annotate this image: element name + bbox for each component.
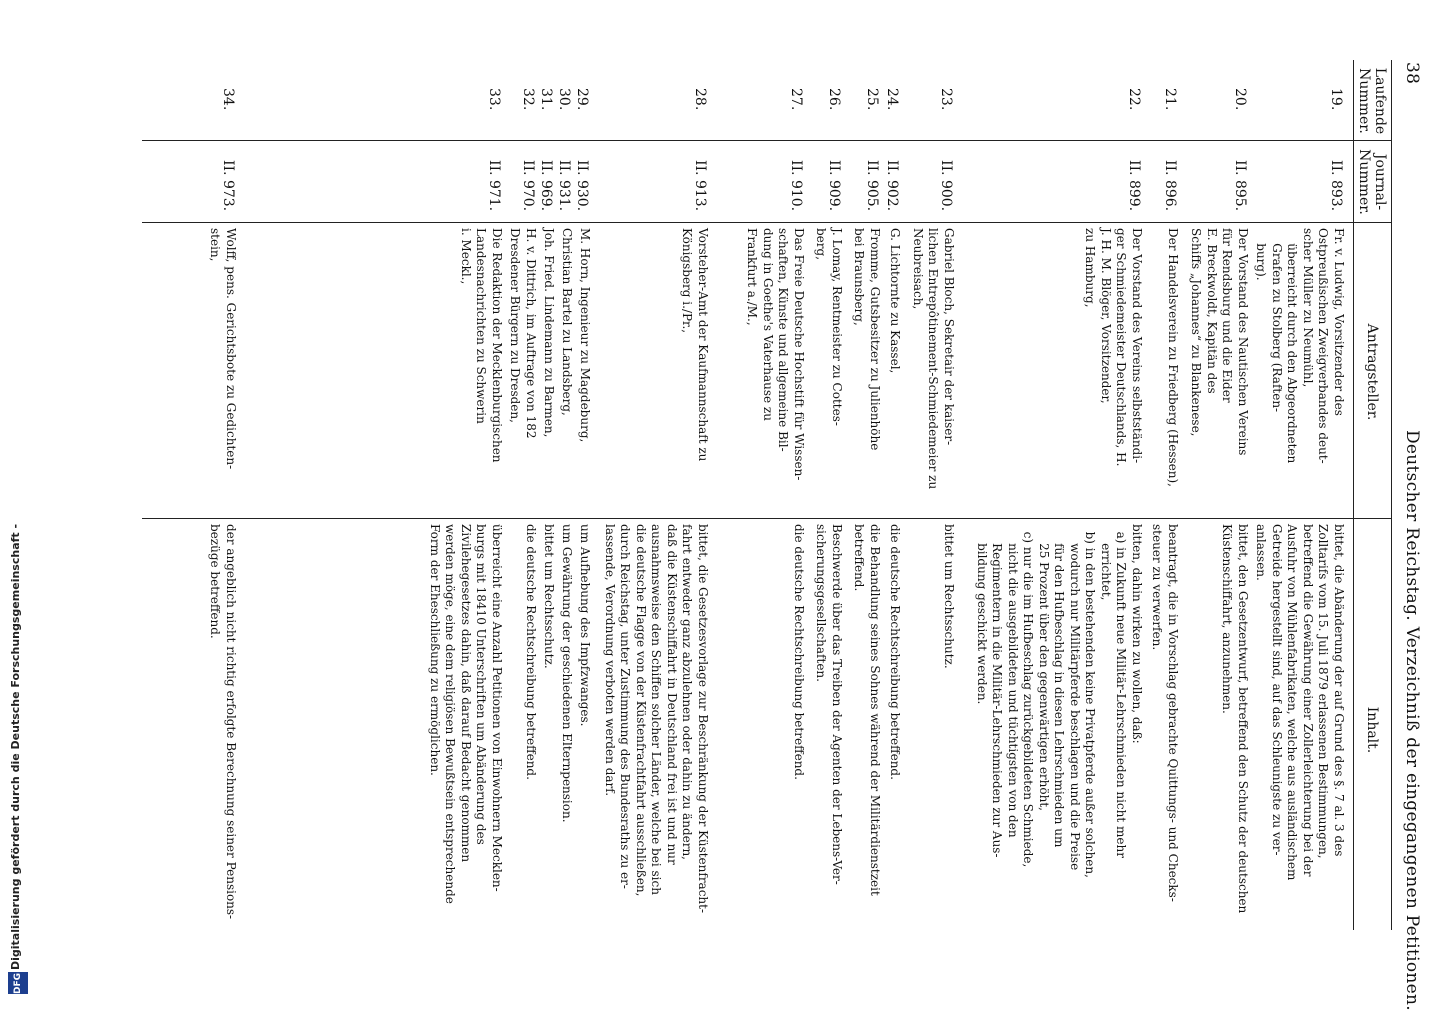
top-rule: [1391, 60, 1392, 930]
journal-number: II. 970.: [520, 160, 536, 212]
inhalt-text: beantragt, die in Vorschlag gebrachte Quittungs- und Checks- steuer zu verwerfen.: [1150, 524, 1180, 902]
journal-number: II. 895.: [1232, 160, 1248, 212]
antragsteller-text: Gabriel Bloch, Sekretair der kaiser- lichen Entrepôtinement-Schmiedemeier zu Neubreisach,: [911, 228, 956, 490]
col-head-antragsteller: Antragsteller.: [1364, 323, 1380, 421]
head-rule: [1353, 60, 1354, 930]
journal-number: II. 896.: [1162, 160, 1178, 212]
lfd-number: 23.: [938, 88, 954, 111]
antragsteller-text: Der Vorstand des Vereins selbstständi- ger Schmiedemeister Deutschlands, H. J. H. M. Blöger, Vorsitzender, zu Hamburg,: [1083, 228, 1144, 467]
inhalt-text: Beschwerde über das Treiben der Agenten der Lebens-Ver- sicherungsgesellschaften.: [814, 524, 844, 885]
lfd-number: 19.: [1328, 88, 1344, 111]
journal-number: II. 899.: [1126, 160, 1142, 212]
journal-number: II. 893.: [1328, 160, 1344, 212]
lfd-number: 34.: [220, 88, 236, 111]
inhalt-text: die deutsche Rechtschreibung betreffend.: [888, 524, 902, 780]
col-head-journal: Journal- Nummer.: [1356, 149, 1388, 215]
col-divider-3: [142, 518, 1392, 519]
inhalt-text: bittet, die Abänderung der auf Grund des §. 7 al. 3 des Zolltarifs vom 15. Juli 1879 erlassenen Bestimmungen, betreffend die Gewährung einer Zollerleichterung bei der Ausfuhr von Mühlenfabrikaten, welche aus ausländischem Getreide hergestellt sind, auf das Schleunigste zu ver- anlassen.: [1254, 524, 1346, 881]
antragsteller-text: Fromme, Gutsbesitzer zu Julienhöhe bei Braunsberg,: [852, 228, 882, 451]
antragsteller-text: Vorsteher-Amt der Kaufmannschaft zu Königsberg i./Pr.,: [680, 228, 710, 462]
journal-number: II. 973.: [220, 160, 236, 212]
lfd-number: 32.: [520, 88, 536, 111]
inhalt-text: die Behandlung seines Sohnes während der Militärdienstzeit betreffend.: [852, 524, 882, 896]
antragsteller-text: Wolff, pens. Gerichtsbote zu Gedichten- stein,: [208, 228, 238, 470]
inhalt-text: die deutsche Rechtschreibung betreffend.: [792, 524, 806, 780]
antragsteller-text: Fr. v. Ludwig, Vorsitzender des Ostpreußischen Zweigverbandes deut- scher Müller zu Neumühl, überreicht durch den Abgeordneten Grafen zu Stolberg (Raften- burg).: [1254, 228, 1346, 464]
journal-number: II. 931.: [556, 160, 572, 212]
antragsteller-text: H. v. Dittrich, im Auftrage von 182 Dresdener Bürgern zu Dresden,: [508, 228, 538, 439]
antragsteller-text: Das Freie Deutsche Hochstift für Wissen- schaften, Künste und allgemeine Bil- dung in Goethe's Vaterhause zu Frankfurt a./M.,: [745, 228, 806, 481]
lfd-number: 28.: [692, 88, 708, 111]
col-head-inhalt: Inhalt.: [1364, 706, 1380, 754]
col-divider-1: [142, 140, 1392, 141]
inhalt-text: bittet um Rechtsschutz.: [542, 524, 556, 669]
lfd-number: 29.: [574, 88, 590, 111]
lfd-number: 26.: [826, 88, 842, 111]
journal-number: II. 902.: [884, 160, 900, 212]
footer-credit-text: Digitalisierung gefördert durch die Deutsche Forschungsgemeinschaft -: [9, 523, 22, 970]
journal-number: II. 910.: [788, 160, 804, 212]
page-title: Deutscher Reichstag. Verzeichniß der eingegangenen Petitionen.: [1402, 430, 1422, 1011]
dfg-logo: DFG: [8, 972, 28, 994]
antragsteller-text: Der Vorstand des Nautischen Vereins für Rendsburg und die Eider E. Breckwoldt, Kapitän des Schiffs „Johannes“ zu Blankenese,: [1189, 228, 1250, 456]
journal-number: II. 900.: [938, 160, 954, 212]
inhalt-text: der angeblich nicht richtig erfolgte Berechnung seiner Pensions- bezüge betreffend.: [208, 524, 238, 920]
antragsteller-text: Joh. Fried. Lindemann zu Barmen,: [542, 228, 556, 438]
inhalt-text: bittet um Rechtsschutz.: [942, 524, 956, 669]
lfd-number: 25.: [864, 88, 880, 111]
inhalt-text: bitten, dahin wirken zu wollen, daß: a) in Zukunft neue Militär-Lehrschmieden nicht mehr errichtet, b) in den bestehenden keine Privatpferde außer solchen, wodurch nur Militärpferde beschlagen und die Preise für den Hufbeschlag in diesen Lehrschmieden um 25 Prozent über den gegenwärtigen erhöht, c) nur die im Hufbeschlag zurückgebildeten Schmiede, nicht die ausgebildeten und tüchtigsten von den Regimentern in die Militär-Lehrschmieden zur Aus- bildung geschickt werden.: [975, 524, 1144, 878]
lfd-number: 31.: [538, 88, 554, 111]
antragsteller-text: G. Lichtornte zu Kassel,: [888, 228, 902, 374]
digitization-footer: [6, 523, 30, 1000]
page-number: 38: [1402, 62, 1422, 85]
antragsteller-text: Die Redaktion der Mecklenburgischen Landesnachrichten zu Schwerin i. Meckl.,: [459, 228, 504, 463]
lfd-number: 22.: [1126, 88, 1142, 111]
antragsteller-text: Christian Bartel zu Landsberg,: [560, 228, 574, 416]
lfd-number: 27.: [788, 88, 804, 111]
journal-number: II. 909.: [826, 160, 842, 212]
lfd-number: 24.: [884, 88, 900, 111]
journal-number: II. 913.: [692, 160, 708, 212]
antragsteller-text: J. Lomay, Rentmeister zu Cottes- berg,: [814, 228, 844, 426]
inhalt-text: um Gewährung der geschiedenen Elternpension.: [560, 524, 574, 823]
inhalt-text: bittet, den Gesetzentwurf, betreffend den Schutz der deutschen Küstenschiffahrt, anzunehmen.: [1220, 524, 1250, 914]
journal-number: II. 930.: [574, 160, 590, 212]
inhalt-text: bittet, die Gesetzesvorlage zur Beschränkung der Küstenfracht- fahrt entweder ganz abzulehnen oder dahin zu ändern, daß die Küstenschiffahrt in Deutschland frei ist und nur ausnahmsweise den Schiffen solcher Länder, welche bei sich die deutsche Flagge von der Küstenfrachtfahrt ausschließen, durch Reichstag, unter Zustimmung des Bundesraths zu er- lassende, Verordnung verboten werden darf.: [603, 524, 710, 914]
journal-number: II. 971.: [486, 160, 502, 212]
journal-number: II. 969.: [538, 160, 554, 212]
lfd-number: 21.: [1162, 88, 1178, 111]
journal-number: II. 905.: [864, 160, 880, 212]
inhalt-text: die deutsche Rechtschreibung betreffend.: [524, 524, 538, 780]
lfd-number: 20.: [1232, 88, 1248, 111]
inhalt-text: um Aufhebung des Impfzwanges.: [578, 524, 592, 727]
col-head-laufende: Laufende Nummer.: [1356, 67, 1388, 135]
lfd-number: 33.: [486, 88, 502, 111]
antragsteller-text: Der Handelsverein zu Friedberg (Hessen),: [1166, 228, 1180, 487]
col-divider-2: [142, 222, 1392, 223]
inhalt-text: überreicht eine Anzahl Petitionen von Einwohnern Mecklen- burgs mit 18410 Unterschriften um Abänderung des Zivilehegesetzes dahin, daß darauf Bedacht genommen werden möge, eine dem religiösen Bewußtsein entsprechende Form der Eheschließung zu ermöglichen.: [428, 524, 504, 904]
lfd-number: 30.: [556, 88, 572, 111]
antragsteller-text: M. Horn, Ingenieur zu Magdeburg,: [578, 228, 592, 443]
